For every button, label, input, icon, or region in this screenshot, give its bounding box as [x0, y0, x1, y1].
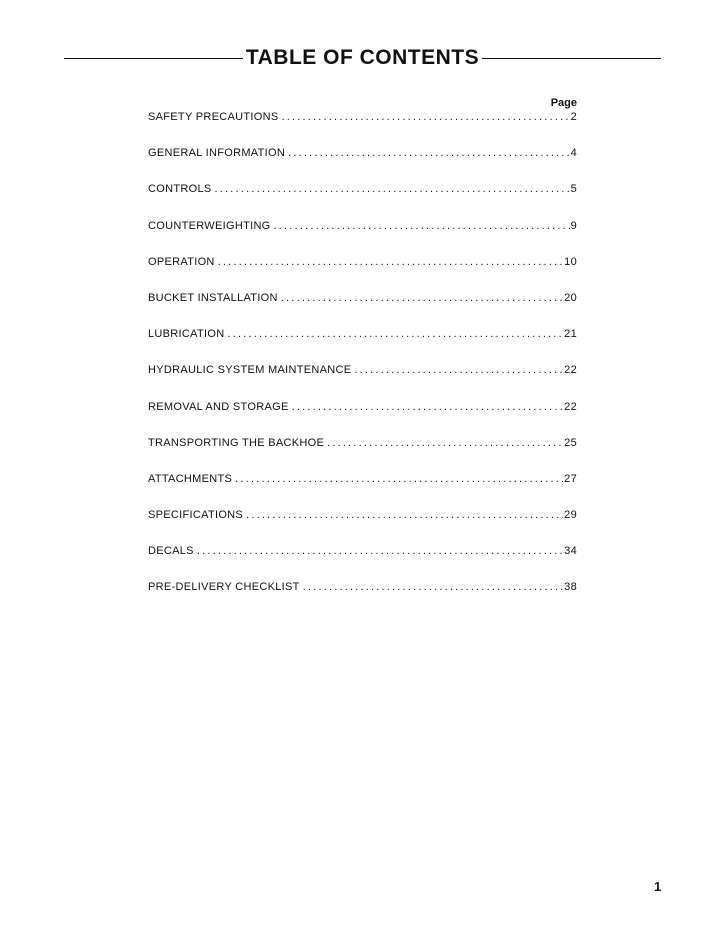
- toc-entry-label: BUCKET INSTALLATION: [148, 291, 278, 304]
- toc-entry-label: GENERAL INFORMATION: [148, 147, 286, 160]
- toc-entry: [148, 437, 577, 473]
- toc-entry: [148, 256, 577, 292]
- toc-entry-page: 22: [564, 400, 577, 413]
- toc-entry-page: 25: [564, 436, 577, 449]
- dot-leader: [227, 328, 563, 341]
- toc-entry: [148, 220, 577, 256]
- toc-entry-page: 34: [564, 545, 577, 558]
- dot-leader: [282, 111, 570, 124]
- toc-entry-label: OPERATION: [148, 255, 215, 268]
- toc-entry-label: COUNTERWEIGHTING: [148, 219, 271, 232]
- page-header: [64, 44, 661, 72]
- page-column-heading: Page: [550, 97, 577, 109]
- toc-entry-page: 22: [564, 364, 577, 377]
- toc-entry: [148, 183, 577, 219]
- toc-entry-label: LUBRICATION: [148, 328, 225, 341]
- toc-entry: [148, 292, 577, 328]
- toc-entry-label: PRE-DELIVERY CHECKLIST: [148, 581, 300, 594]
- page-number: 1: [654, 879, 662, 894]
- toc-entry-page: 20: [564, 291, 577, 304]
- toc-entry-page: 2: [570, 111, 577, 123]
- toc-entry-page: 4: [570, 147, 577, 160]
- toc-entry: [148, 401, 577, 437]
- dot-leader: [215, 183, 570, 196]
- toc-entry: [148, 364, 577, 400]
- dot-leader: [303, 581, 563, 594]
- toc-entry: [148, 545, 577, 581]
- toc-entry-label: CONTROLS: [148, 183, 212, 196]
- toc-entry-label: SAFETY PRECAUTIONS: [148, 111, 279, 123]
- toc-entry: [148, 509, 577, 545]
- toc-entry-label: REMOVAL AND STORAGE: [148, 400, 289, 413]
- toc-entry-page: 10: [564, 255, 577, 268]
- toc-entry: [148, 328, 577, 364]
- dot-leader: [327, 437, 563, 450]
- header-rule-right: [482, 58, 661, 59]
- toc-entry-label: SPECIFICATIONS: [148, 509, 244, 522]
- dot-leader: [235, 473, 563, 486]
- dot-leader: [218, 256, 563, 269]
- toc-entry: [148, 473, 577, 509]
- dot-leader: [246, 509, 563, 522]
- toc-entry-page: 21: [564, 328, 577, 341]
- dot-leader: [354, 364, 563, 377]
- dot-leader: [274, 220, 570, 233]
- table-of-contents: [148, 111, 577, 618]
- dot-leader: [281, 292, 563, 305]
- dot-leader: [197, 545, 563, 558]
- toc-entry-page: 27: [564, 472, 577, 485]
- toc-entry: [148, 111, 577, 147]
- toc-entry-label: HYDRAULIC SYSTEM MAINTENANCE: [148, 364, 352, 377]
- dot-leader: [288, 147, 569, 160]
- toc-entry-page: 38: [564, 581, 577, 594]
- toc-entry-page: 29: [564, 509, 577, 522]
- toc-entry-label: TRANSPORTING THE BACKHOE: [148, 436, 325, 449]
- dot-leader: [292, 401, 564, 414]
- toc-entry-label: ATTACHMENTS: [148, 472, 233, 485]
- header-rule-left: [64, 58, 243, 59]
- toc-entry-label: DECALS: [148, 545, 194, 558]
- toc-entry-page: 5: [570, 183, 577, 196]
- toc-entry-page: 9: [570, 219, 577, 232]
- page-title: TABLE OF CONTENTS: [245, 46, 480, 69]
- toc-entry: [148, 147, 577, 183]
- toc-entry: [148, 581, 577, 617]
